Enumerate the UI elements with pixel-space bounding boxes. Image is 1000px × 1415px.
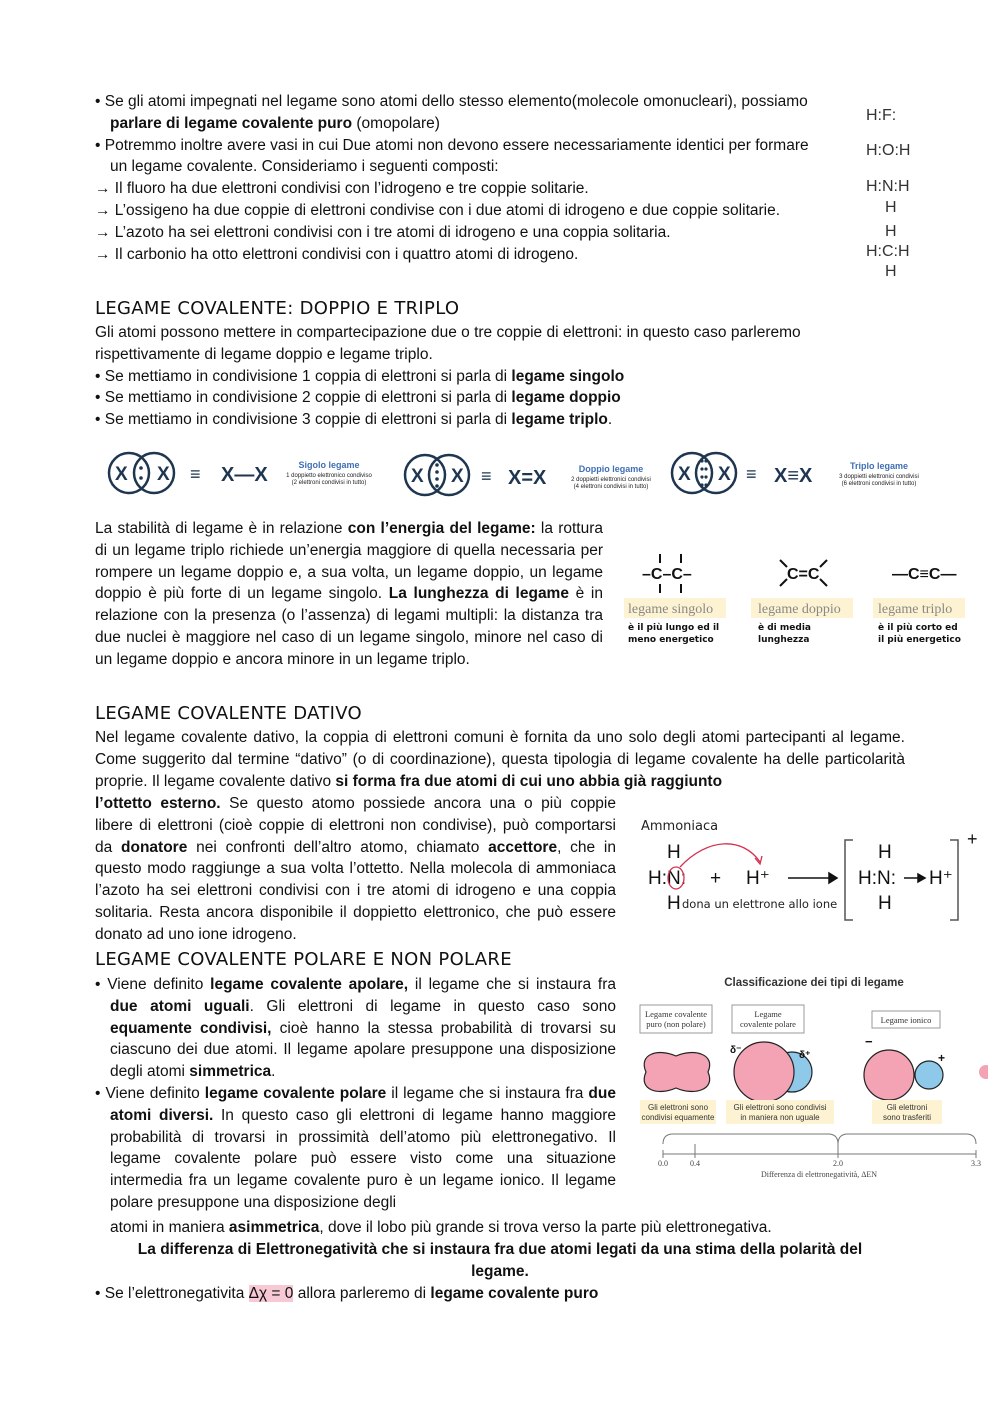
caption-text: Gli elettroni sono condivisi	[733, 1103, 827, 1112]
hydrogen-atom: H	[667, 842, 681, 863]
ammonia-label: Ammoniaca	[641, 819, 719, 834]
text: Se mettiamo in condivisione 3 coppie di elettroni si parla di	[104, 411, 512, 429]
intro-arrow-4: → Il carbonio ha otto elettroni condivisi con i quattro atomi di idrogeno.	[95, 245, 579, 263]
text: , che in questo modo raggiunge a sua volta l’ottetto. Nella molecola di ammoniaca l’azoto ha sei elettroni condivisi con i tre atomi di idrogeno e una coppia solitaria. Resta ancora disponibile il doppietto elettronico, che può essere donato ad uno ione idrogeno.	[95, 838, 616, 943]
text: Se mettiamo in condivisione 2 coppie di elettroni si parla di	[104, 389, 512, 407]
dativo-paragraph-top	[95, 727, 905, 792]
equiv-symbol: ≡	[481, 466, 492, 486]
bond-types-diagram	[105, 448, 935, 503]
atom-label: X	[678, 464, 691, 485]
lewis-ch4: H:C:H	[866, 243, 910, 260]
hydrogen-atom: H	[878, 842, 892, 863]
double-bond-label: legame doppio	[758, 602, 841, 617]
lewis-hf: H:F:	[866, 107, 897, 124]
text: Se questo atomo possiede ancora una o più coppie libere di elettroni (cioè coppie di elettroni non condivise), può comportarsi da	[95, 795, 616, 856]
atom-label: X	[718, 464, 731, 485]
box-label: Legame ionico	[880, 1015, 932, 1025]
bold-text: parlare di legame covalente puro	[110, 114, 353, 132]
polare-bullets	[95, 974, 616, 1214]
range-brace	[663, 1134, 838, 1144]
caption-text: condivisi equamente	[641, 1113, 715, 1122]
electronegativity-statement: La differenza di Elettronegatività che si instaura fra due atomi legati da una stima della polarità del legame.	[137, 1241, 863, 1280]
bold-text: legame singolo	[511, 367, 625, 385]
double-bond-note: lunghezza	[758, 635, 810, 645]
triple-bond-note: il più energetico	[878, 635, 961, 645]
bold-text: con l’energia del legame:	[347, 520, 536, 537]
single-bond-label: legame singolo	[628, 602, 714, 617]
single-carbon-formula: –C–C–	[642, 566, 692, 583]
polare-large-atom	[734, 1042, 794, 1102]
partial-atom	[979, 1065, 988, 1079]
triple-bond-sub: 3 doppietti elettronici condivisi	[839, 474, 919, 480]
caption-text: sono trasferiti	[882, 1113, 932, 1122]
triple-bond-note: è il più corto ed	[878, 623, 958, 633]
hydrogen-atom: H	[878, 893, 892, 914]
box-label: covalente polare	[740, 1019, 796, 1029]
intro-bullet-2: • Potremmo inoltre avere vasi in cui Due atomi non devono essere necessariamente identici per formare un legame covalente. Consideriamo i seguenti composti:	[95, 136, 809, 176]
ammonium-n-row: H:N:	[858, 868, 896, 889]
last-bullet: • Se l’elettronegativita Δχ = 0 allora parleremo di legame covalente puro	[95, 1285, 599, 1302]
text: In questo caso gli elettroni di legame hanno maggiore probabilità di trovarsi in prossimità dell’atomo più elettronegativo. Il legame covalente polare può essere visto come una situazione intermedia fra un legame covalente puro è un legame ionico. Il legame polare presuppone una disposizione degli	[110, 1106, 616, 1211]
text: è in relazione con la presenza (o l’assenza) di legami multipli: la distanza tra due nuclei è maggiore nel caso di un legame singolo, minore nel caso di un legame doppio e ancora minore in un legame triplo.	[95, 585, 603, 668]
hydrogen-ion: H⁺	[746, 868, 770, 889]
text: . Gli elettroni di legame in questo caso sono	[249, 997, 616, 1015]
intro-arrow-2: → L’ossigeno ha due coppie di elettroni condivise con i due atomi di idrogeno e due coppie solitarie.	[95, 201, 781, 219]
bold-text: legame covalente polare	[204, 1084, 387, 1102]
text: .	[271, 1063, 276, 1081]
text: Viene definito	[105, 1084, 205, 1102]
donation-arrow	[680, 844, 760, 867]
ammonia-note: dona un elettrone allo ione	[682, 897, 838, 911]
list-item-singolo: • Se mettiamo in condivisione 1 coppia di elettroni si parla di legame singolo	[95, 367, 625, 385]
bold-text: equamente condivisi,	[110, 1019, 272, 1037]
tick-label: 0.0	[658, 1159, 668, 1168]
section-title-dativo: LEGAME COVALENTE DATIVO	[95, 703, 362, 724]
atom-label: X	[115, 464, 128, 485]
bold-text: si forma fra due atomi di cui uno abbia già raggiunto	[335, 772, 723, 790]
tick-label: 2.0	[833, 1159, 843, 1168]
caption-text: in maniera non uguale	[740, 1113, 820, 1122]
ammonia-n-row: H:N:	[648, 868, 686, 889]
bold-text: accettore	[488, 838, 558, 856]
single-bond-note: meno energetico	[628, 635, 714, 645]
polare-continuation	[110, 1217, 910, 1239]
axis-label: Differenza di elettronegatività, ΔEN	[760, 1170, 878, 1179]
text: la rottura di un legame triplo richiede un’energia maggiore di quella necessaria per rompere un legame doppio e, a sua volta, un legame doppio, un legame doppio è più forte di un legame singolo.	[95, 520, 603, 603]
cation	[915, 1061, 943, 1089]
charge-sign: +	[967, 829, 978, 849]
lewis-nh3: H:N:H	[866, 178, 910, 195]
text: Se mettiamo in condivisione 1 coppia di elettroni si parla di	[104, 367, 512, 385]
bold-text: l’ottetto esterno.	[95, 795, 221, 812]
lewis-ch4-bottom: H	[885, 263, 897, 280]
carbon-bonds-figure	[620, 548, 980, 653]
double-bond-note: è di media	[758, 623, 811, 633]
text: il legame che si instaura fra	[408, 976, 616, 993]
text: nei confronti dell’altro atomo, chiamato	[187, 838, 489, 856]
caption-text: Gli elettroni	[886, 1103, 928, 1112]
hydrogen-atom: H	[667, 893, 681, 914]
equiv-symbol: ≡	[190, 464, 201, 484]
classification-title: Classificazione dei tipi di legame	[724, 977, 904, 989]
hydrogen-ion: H⁺	[929, 868, 953, 889]
atom-label: X	[451, 466, 464, 487]
delta-plus: δ⁺	[799, 1050, 811, 1061]
text: il legame che si instaura fra	[386, 1084, 589, 1102]
text: La stabilità di legame è in relazione	[95, 520, 348, 537]
equiv-symbol: ≡	[746, 464, 757, 484]
single-bond-sub: (2 elettroni condivisi in tutto)	[291, 480, 367, 486]
text: (omopolare)	[352, 114, 440, 132]
section1-block	[95, 322, 895, 431]
section-title-polare: LEGAME COVALENTE POLARE E NON POLARE	[95, 949, 512, 970]
range-brace	[838, 1134, 976, 1144]
text: atomi in maniera	[110, 1219, 229, 1236]
triple-bond-title: Triplo legame	[849, 461, 909, 471]
double-carbon-formula: C=C	[787, 566, 820, 583]
triple-bond-sub: (6 elettroni condivisi in tutto)	[841, 481, 917, 487]
single-bond-formula: X—X	[221, 464, 268, 486]
triple-bond-formula: X≡X	[774, 465, 813, 487]
single-bond-note: è il più lungo ed il	[628, 623, 720, 633]
highlighted-formula: Δχ = 0	[248, 1285, 294, 1302]
lewis-structures-figure	[858, 100, 928, 285]
list-item-triplo: • Se mettiamo in condivisione 3 coppie di elettroni si parla di legame triplo.	[95, 411, 613, 429]
bold-text: due atomi uguali	[110, 997, 250, 1015]
bullet-apolare: • Viene definito legame covalente apolare, il legame che si instaura fra due atomi uguali. Gli elettroni di legame in questo caso sono equamente condivisi, cioè hanno la stessa probabilità di trovarsi su ciascuno dei due atomi. Il legame apolare presuppone una disposizione degli atomi simmetrica.	[95, 976, 616, 1081]
text: Nel legame covalente dativo, la coppia di elettroni comuni è fornita da uno solo degli atomi partecipanti al legame. Come suggerito dal termine “dativo” (o di coordinazione), questa tipologia di legame covalente ha delle particolarità proprie. Il legame covalente dativo	[95, 729, 905, 790]
apolare-molecule	[644, 1053, 710, 1092]
atom-label: X	[157, 464, 170, 485]
double-bond-formula: X=X	[508, 467, 547, 489]
text: allora parleremo di	[293, 1285, 431, 1302]
single-bond-title: Sigolo legame	[298, 460, 360, 470]
bold-text: legame triplo	[511, 411, 608, 429]
atom-label: X	[411, 466, 424, 487]
dativo-paragraph-bottom	[95, 793, 616, 946]
tick-label: 0.4	[690, 1159, 700, 1168]
plus-sign: +	[938, 1051, 946, 1065]
text: .	[607, 411, 613, 429]
lewis-ch4-top: H	[885, 223, 897, 240]
text: , dove il lobo più grande si trova verso la parte più elettronegativa.	[319, 1219, 772, 1236]
intro-arrow-1: → Il fluoro ha due elettroni condivisi con l’idrogeno e tre coppie solitarie.	[95, 180, 589, 198]
intro-bullet-1: • Se gli atomi impegnati nel legame sono atomi dello stesso elemento(molecole omonucleari), possiamo parlare di legame covalente puro (omopolare)	[95, 93, 808, 132]
section1-paragraph: Gli atomi possono mettere in compartecipazione due o tre coppie di elettroni: in questo caso parleremo rispettivamente di legame doppio e legame triplo.	[95, 324, 801, 363]
delta-minus: δ⁻	[730, 1045, 742, 1056]
single-bond-sub: 1 doppietto elettronico condiviso	[286, 473, 372, 479]
bullet-polare: • Viene definito legame covalente polare il legame che si instaura fra due atomi diversi. In questo caso gli elettroni di legame hanno maggiore probabilità di trovarsi in prossimità dell’atomo più elettronegativo. Il legame covalente polare può essere visto come una situazione intermedia fra un legame covalente puro è un legame ionico. Il legame polare presuppone una disposizione degli	[95, 1084, 616, 1211]
box-label: Legame covalente	[644, 1009, 708, 1019]
bold-text: legame covalente apolare,	[210, 976, 409, 993]
bold-text: donatore	[121, 838, 188, 856]
triple-carbon-formula: —C≡C—	[892, 566, 957, 583]
box-label: puro (non polare)	[646, 1019, 706, 1029]
lewis-h2o: H:O:H	[866, 142, 911, 159]
double-bond-sub: 2 doppietti elettronici condivisi	[571, 477, 651, 483]
bold-text: legame doppio	[511, 389, 621, 407]
plus-sign: +	[710, 868, 722, 889]
triple-bond-label: legame triplo	[878, 602, 953, 617]
bold-text: simmetrica	[189, 1063, 272, 1081]
bold-text: legame covalente puro	[430, 1285, 599, 1302]
intro-arrow-3: → L’azoto ha sei elettroni condivisi con i tre atomi di idrogeno e una coppia solitaria.	[95, 223, 671, 241]
list-item-doppio: • Se mettiamo in condivisione 2 coppie di elettroni si parla di legame doppio	[95, 389, 621, 407]
double-bond-sub: (4 elettroni condivisi in tutto)	[573, 484, 649, 490]
text: Se gli atomi impegnati nel legame sono atomi dello stesso elemento(molecole omonucleari), possiamo	[104, 93, 808, 110]
text: cioè hanno la stessa probabilità di trovarsi su ciascuno dei due atomi. Il legame apolare presuppone una disposizione degli atomi	[110, 1019, 616, 1081]
tick-label: 3.3	[971, 1159, 981, 1168]
double-bond-title: Doppio legame	[578, 464, 644, 474]
bond-classification-figure	[636, 972, 988, 1182]
anion	[864, 1050, 914, 1100]
lewis-nh3-bottom: H	[885, 199, 897, 216]
ammonia-figure	[638, 812, 988, 930]
text: Viene definito	[107, 976, 211, 993]
text: Potremmo inoltre avere vasi in cui Due atomi non devono essere necessariamente identici per formare un legame covalente. Consideriamo i seguenti composti:	[104, 136, 809, 176]
section-title-doppio-triplo: LEGAME COVALENTE: DOPPIO E TRIPLO	[95, 298, 460, 319]
bold-text: La lunghezza di legame	[388, 585, 569, 603]
bold-text: asimmetrica	[228, 1219, 320, 1236]
caption-text: Gli elettroni sono	[647, 1103, 709, 1112]
intro-block	[95, 91, 825, 265]
box-label: Legame	[754, 1009, 782, 1019]
text: Se l’elettronegativita	[104, 1285, 249, 1302]
stability-paragraph	[95, 518, 603, 671]
bold-text: due atomi diversi.	[110, 1084, 616, 1124]
minus-sign: −	[865, 1034, 873, 1049]
